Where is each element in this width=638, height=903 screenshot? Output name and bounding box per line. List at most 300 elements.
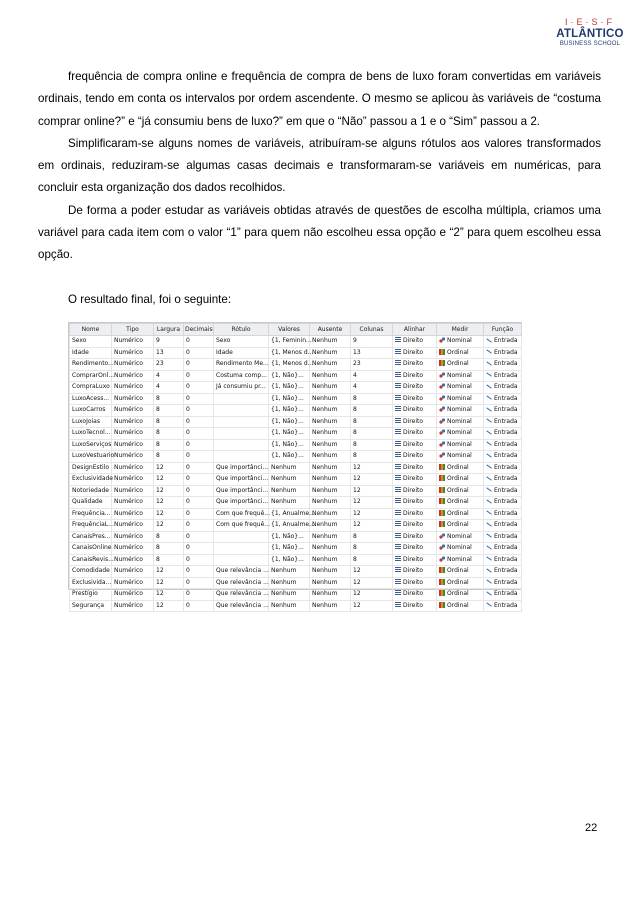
table-cell-decimais: 0	[184, 359, 214, 371]
table-cell-valores: {1, Não}...	[269, 382, 310, 394]
table-cell-colunas: 8	[351, 428, 393, 440]
nominal-measure-icon	[439, 452, 445, 458]
table-cell-decimais: 0	[184, 439, 214, 451]
table-cell-alinhar	[393, 370, 437, 382]
table-cell-colunas: 8	[351, 543, 393, 555]
table-cell-text: Ordinal	[447, 567, 469, 575]
table-cell-medir	[437, 520, 484, 532]
table-cell-nome: Rendimento...	[70, 359, 112, 371]
table-cell-ausente: Nenhum	[310, 462, 351, 474]
table-cell-alinhar	[393, 485, 437, 497]
table-cell-largura: 12	[154, 485, 184, 497]
table-cell-rotulo	[214, 543, 269, 555]
table-cell-text: Entrada	[494, 601, 518, 609]
table-cell-text: Direito	[403, 337, 424, 345]
ordinal-measure-icon	[439, 602, 445, 608]
table-cell-medir	[437, 347, 484, 359]
table-cell-largura: 8	[154, 439, 184, 451]
table-cell-nome: CanaisOnline	[70, 543, 112, 555]
table-cell-nome: DesignEstilo	[70, 462, 112, 474]
table-cell-alinhar	[393, 474, 437, 486]
table-cell-largura: 8	[154, 416, 184, 428]
table-cell-text: Direito	[403, 509, 424, 517]
table-cell-colunas: 9	[351, 336, 393, 348]
table-cell-decimais: 0	[184, 474, 214, 486]
align-right-icon	[395, 383, 401, 389]
table-cell-medir	[437, 382, 484, 394]
table-cell-largura: 8	[154, 531, 184, 543]
table-cell-ausente: Nenhum	[310, 474, 351, 486]
table-cell-medir	[437, 600, 484, 612]
table-cell-text: Ordinal	[447, 509, 469, 517]
table-cell-text: Entrada	[494, 498, 518, 506]
ordinal-measure-icon	[439, 567, 445, 573]
table-cell-text: Nominal	[447, 383, 472, 391]
align-right-icon	[395, 372, 401, 378]
table-cell-alinhar	[393, 508, 437, 520]
table-row	[70, 566, 522, 578]
table-cell-valores: {1, Não}...	[269, 370, 310, 382]
table-cell-nome: LuxoTecnol...	[70, 428, 112, 440]
table-cell-text: Direito	[403, 578, 424, 586]
table-cell-nome: Notoriedade	[70, 485, 112, 497]
column-header-nome: Nome	[70, 324, 112, 336]
table-cell-text: Ordinal	[447, 475, 469, 483]
input-role-icon	[486, 418, 492, 424]
table-cell-rotulo	[214, 416, 269, 428]
input-role-icon	[486, 337, 492, 343]
table-row	[70, 474, 522, 486]
table-cell-colunas: 8	[351, 531, 393, 543]
table-cell-medir	[437, 416, 484, 428]
table-cell-text: Entrada	[494, 555, 518, 563]
table-cell-tipo: Numérico	[112, 497, 154, 509]
input-role-icon	[486, 487, 492, 493]
table-cell-nome: Sexo	[70, 336, 112, 348]
table-cell-text: Direito	[403, 521, 424, 529]
table-cell-colunas: 4	[351, 370, 393, 382]
ordinal-measure-icon	[439, 360, 445, 366]
table-cell-ausente: Nenhum	[310, 520, 351, 532]
align-right-icon	[395, 429, 401, 435]
table-cell-ausente: Nenhum	[310, 508, 351, 520]
table-cell-rotulo: Que relevância ...	[214, 589, 269, 601]
table-cell-rotulo: Já consumiu pr...	[214, 382, 269, 394]
table-cell-largura: 12	[154, 508, 184, 520]
nominal-measure-icon	[439, 418, 445, 424]
table-cell-medir	[437, 554, 484, 566]
table-cell-colunas: 12	[351, 577, 393, 589]
table-cell-valores: {1, Não}...	[269, 405, 310, 417]
input-role-icon	[486, 475, 492, 481]
nominal-measure-icon	[439, 429, 445, 435]
table-cell-largura: 8	[154, 451, 184, 463]
table-cell-text: Entrada	[494, 486, 518, 494]
table-cell-largura: 12	[154, 566, 184, 578]
paragraph-simplification: Simplificaram-se alguns nomes de variáveis, atribuíram-se alguns rótulos aos valores transformados em ordinais, reduziram-se algumas casas decimais e transformaram-se variáveis em numéricas, para concluir esta organização dos dados recolhidos.	[38, 136, 601, 195]
table-cell-decimais: 0	[184, 393, 214, 405]
table-cell-text: Direito	[403, 417, 424, 425]
table-cell-nome: LuxoCarros	[70, 405, 112, 417]
logo-main-text: ATLÂNTICO	[556, 28, 624, 40]
table-cell-ausente: Nenhum	[310, 359, 351, 371]
table-cell-alinhar	[393, 497, 437, 509]
table-cell-text: Direito	[403, 567, 424, 575]
table-cell-tipo: Numérico	[112, 451, 154, 463]
table-cell-tipo: Numérico	[112, 428, 154, 440]
table-cell-ausente: Nenhum	[310, 451, 351, 463]
table-cell-medir	[437, 508, 484, 520]
table-row	[70, 589, 522, 601]
variable-view-screenshot	[68, 322, 522, 609]
table-cell-largura: 23	[154, 359, 184, 371]
table-cell-nome: Prestígio	[70, 589, 112, 601]
table-cell-funcao	[484, 439, 522, 451]
variable-view-table	[69, 323, 522, 612]
table-cell-ausente: Nenhum	[310, 382, 351, 394]
table-cell-largura: 12	[154, 577, 184, 589]
table-cell-nome: Exclusividade	[70, 474, 112, 486]
table-cell-text: Direito	[403, 360, 424, 368]
table-cell-colunas: 12	[351, 566, 393, 578]
table-cell-ausente: Nenhum	[310, 336, 351, 348]
align-right-icon	[395, 441, 401, 447]
table-cell-rotulo: Idade	[214, 347, 269, 359]
table-cell-text: Direito	[403, 532, 424, 540]
table-cell-medir	[437, 577, 484, 589]
align-right-icon	[395, 521, 401, 527]
table-cell-funcao	[484, 554, 522, 566]
table-cell-ausente: Nenhum	[310, 600, 351, 612]
table-cell-funcao	[484, 347, 522, 359]
table-cell-text: Direito	[403, 590, 424, 598]
table-cell-rotulo: Que importânci...	[214, 497, 269, 509]
table-cell-text: Direito	[403, 544, 424, 552]
table-cell-tipo: Numérico	[112, 393, 154, 405]
table-cell-text: Entrada	[494, 463, 518, 471]
nominal-measure-icon	[439, 337, 445, 343]
table-row	[70, 497, 522, 509]
table-cell-colunas: 8	[351, 554, 393, 566]
column-header-tipo: Tipo	[112, 324, 154, 336]
table-cell-funcao	[484, 462, 522, 474]
table-cell-text: Nominal	[447, 440, 472, 448]
input-role-icon	[486, 372, 492, 378]
table-cell-colunas: 8	[351, 393, 393, 405]
table-cell-rotulo	[214, 531, 269, 543]
table-cell-text: Entrada	[494, 394, 518, 402]
table-cell-medir	[437, 474, 484, 486]
table-cell-tipo: Numérico	[112, 577, 154, 589]
table-cell-text: Direito	[403, 452, 424, 460]
table-cell-tipo: Numérico	[112, 359, 154, 371]
table-cell-funcao	[484, 393, 522, 405]
table-cell-text: Entrada	[494, 475, 518, 483]
table-cell-valores: {1, Não}...	[269, 439, 310, 451]
table-cell-nome: Segurança	[70, 600, 112, 612]
nominal-measure-icon	[439, 395, 445, 401]
table-cell-text: Nominal	[447, 429, 472, 437]
table-cell-tipo: Numérico	[112, 543, 154, 555]
table-cell-valores: {1, Menos d...	[269, 359, 310, 371]
table-cell-rotulo	[214, 405, 269, 417]
nominal-measure-icon	[439, 406, 445, 412]
table-header-row	[70, 324, 522, 336]
align-right-icon	[395, 395, 401, 401]
table-cell-rotulo: Rendimento Me...	[214, 359, 269, 371]
logo-top-text: I·E·S·F	[565, 17, 615, 27]
table-cell-colunas: 12	[351, 508, 393, 520]
table-cell-ausente: Nenhum	[310, 370, 351, 382]
align-right-icon	[395, 487, 401, 493]
table-cell-rotulo: Que relevância ...	[214, 566, 269, 578]
align-right-icon	[395, 406, 401, 412]
table-cell-colunas: 13	[351, 347, 393, 359]
table-cell-rotulo: Que importânci...	[214, 474, 269, 486]
table-cell-largura: 9	[154, 336, 184, 348]
table-cell-funcao	[484, 359, 522, 371]
table-cell-colunas: 8	[351, 451, 393, 463]
table-cell-ausente: Nenhum	[310, 485, 351, 497]
table-cell-valores: {1, Não}...	[269, 554, 310, 566]
table-cell-largura: 12	[154, 600, 184, 612]
table-cell-colunas: 12	[351, 600, 393, 612]
table-cell-text: Direito	[403, 383, 424, 391]
table-cell-colunas: 23	[351, 359, 393, 371]
table-cell-largura: 8	[154, 405, 184, 417]
table-cell-tipo: Numérico	[112, 416, 154, 428]
table-cell-funcao	[484, 520, 522, 532]
column-header-largura: Largura	[154, 324, 184, 336]
table-cell-valores: {1, Não}...	[269, 428, 310, 440]
table-cell-text: Entrada	[494, 590, 518, 598]
table-cell-funcao	[484, 405, 522, 417]
table-cell-tipo: Numérico	[112, 347, 154, 359]
table-cell-valores: Nenhum	[269, 566, 310, 578]
table-cell-colunas: 12	[351, 520, 393, 532]
table-cell-nome: ComprarOnl...	[70, 370, 112, 382]
table-cell-funcao	[484, 336, 522, 348]
table-row	[70, 382, 522, 394]
table-cell-medir	[437, 370, 484, 382]
table-cell-ausente: Nenhum	[310, 577, 351, 589]
table-row	[70, 439, 522, 451]
table-cell-medir	[437, 462, 484, 474]
table-cell-text: Entrada	[494, 578, 518, 586]
table-row	[70, 336, 522, 348]
table-cell-nome: CanaisPres...	[70, 531, 112, 543]
table-cell-funcao	[484, 589, 522, 601]
table-cell-decimais: 0	[184, 370, 214, 382]
table-cell-rotulo	[214, 439, 269, 451]
column-header-decimais: Decimais	[184, 324, 214, 336]
table-cell-valores: Nenhum	[269, 474, 310, 486]
table-cell-funcao	[484, 416, 522, 428]
table-cell-text: Ordinal	[447, 498, 469, 506]
table-cell-funcao	[484, 566, 522, 578]
table-cell-rotulo: Que relevância ...	[214, 600, 269, 612]
table-cell-largura: 12	[154, 497, 184, 509]
table-cell-nome: Idade	[70, 347, 112, 359]
table-row	[70, 405, 522, 417]
nominal-measure-icon	[439, 556, 445, 562]
table-cell-valores: Nenhum	[269, 497, 310, 509]
align-right-icon	[395, 544, 401, 550]
table-row	[70, 531, 522, 543]
table-cell-ausente: Nenhum	[310, 428, 351, 440]
table-cell-tipo: Numérico	[112, 462, 154, 474]
align-right-icon	[395, 452, 401, 458]
table-cell-text: Entrada	[494, 383, 518, 391]
table-cell-decimais: 0	[184, 336, 214, 348]
ordinal-measure-icon	[439, 579, 445, 585]
table-cell-medir	[437, 405, 484, 417]
table-cell-rotulo	[214, 554, 269, 566]
table-cell-medir	[437, 359, 484, 371]
table-cell-decimais: 0	[184, 508, 214, 520]
table-cell-largura: 8	[154, 428, 184, 440]
table-cell-alinhar	[393, 566, 437, 578]
table-cell-tipo: Numérico	[112, 589, 154, 601]
table-cell-tipo: Numérico	[112, 566, 154, 578]
align-right-icon	[395, 349, 401, 355]
table-row	[70, 428, 522, 440]
ordinal-measure-icon	[439, 487, 445, 493]
table-cell-colunas: 12	[351, 485, 393, 497]
table-cell-text: Entrada	[494, 348, 518, 356]
table-cell-rotulo: Sexo	[214, 336, 269, 348]
input-role-icon	[486, 567, 492, 573]
column-header-alinhar: Alinhar	[393, 324, 437, 336]
table-cell-valores: Nenhum	[269, 589, 310, 601]
input-role-icon	[486, 406, 492, 412]
table-cell-funcao	[484, 428, 522, 440]
table-cell-tipo: Numérico	[112, 382, 154, 394]
table-cell-decimais: 0	[184, 543, 214, 555]
table-cell-text: Nominal	[447, 417, 472, 425]
table-cell-alinhar	[393, 336, 437, 348]
table-cell-text: Entrada	[494, 509, 518, 517]
table-cell-text: Entrada	[494, 544, 518, 552]
table-cell-text: Nominal	[447, 532, 472, 540]
table-cell-valores: {1, Não}...	[269, 543, 310, 555]
table-cell-text: Entrada	[494, 337, 518, 345]
table-cell-valores: {1, Feminin...	[269, 336, 310, 348]
table-cell-text: Direito	[403, 371, 424, 379]
table-cell-text: Ordinal	[447, 578, 469, 586]
paragraph-multiple-choice: De forma a poder estudar as variáveis obtidas através de questões de escolha múltipla, criamos uma variável para cada item com o valor “1” para quem não escolheu essa opção e “2” para quem escolheu essa opção.	[38, 203, 601, 262]
table-cell-text: Direito	[403, 463, 424, 471]
table-cell-tipo: Numérico	[112, 370, 154, 382]
table-cell-funcao	[484, 508, 522, 520]
table-cell-alinhar	[393, 405, 437, 417]
column-header-valores: Valores	[269, 324, 310, 336]
table-cell-nome: Comodidade	[70, 566, 112, 578]
table-cell-text: Entrada	[494, 452, 518, 460]
table-cell-nome: CanaisRevis...	[70, 554, 112, 566]
table-cell-nome: LuxoAcess...	[70, 393, 112, 405]
table-row	[70, 508, 522, 520]
ordinal-measure-icon	[439, 475, 445, 481]
column-header-colunas: Colunas	[351, 324, 393, 336]
table-cell-largura: 12	[154, 462, 184, 474]
table-cell-text: Direito	[403, 440, 424, 448]
table-cell-funcao	[484, 577, 522, 589]
table-cell-decimais: 0	[184, 520, 214, 532]
table-cell-alinhar	[393, 451, 437, 463]
nominal-measure-icon	[439, 441, 445, 447]
nominal-measure-icon	[439, 383, 445, 389]
table-cell-ausente: Nenhum	[310, 554, 351, 566]
table-cell-text: Entrada	[494, 440, 518, 448]
paragraph-result-intro: O resultado final, foi o seguinte:	[68, 292, 232, 306]
table-cell-valores: {1, Não}...	[269, 393, 310, 405]
table-cell-rotulo: Que importânci...	[214, 485, 269, 497]
align-right-icon	[395, 498, 401, 504]
table-cell-funcao	[484, 382, 522, 394]
table-cell-nome: FrequênciaL...	[70, 520, 112, 532]
table-cell-rotulo: Com que frequê...	[214, 520, 269, 532]
table-cell-alinhar	[393, 554, 437, 566]
table-row	[70, 543, 522, 555]
ordinal-measure-icon	[439, 349, 445, 355]
table-cell-decimais: 0	[184, 577, 214, 589]
nominal-measure-icon	[439, 533, 445, 539]
table-cell-funcao	[484, 543, 522, 555]
table-cell-text: Nominal	[447, 394, 472, 402]
table-cell-medir	[437, 497, 484, 509]
column-header-funcao: Função	[484, 324, 522, 336]
table-cell-largura: 4	[154, 370, 184, 382]
ordinal-measure-icon	[439, 510, 445, 516]
table-cell-nome: LuxoVestuario	[70, 451, 112, 463]
ordinal-measure-icon	[439, 590, 445, 596]
table-cell-alinhar	[393, 393, 437, 405]
table-cell-valores: Nenhum	[269, 485, 310, 497]
table-row	[70, 520, 522, 532]
input-role-icon	[486, 579, 492, 585]
table-row	[70, 451, 522, 463]
align-right-icon	[395, 590, 401, 596]
table-cell-medir	[437, 566, 484, 578]
align-right-icon	[395, 464, 401, 470]
table-cell-decimais: 0	[184, 600, 214, 612]
table-cell-ausente: Nenhum	[310, 347, 351, 359]
table-cell-colunas: 12	[351, 474, 393, 486]
table-cell-largura: 4	[154, 382, 184, 394]
table-cell-funcao	[484, 531, 522, 543]
table-cell-decimais: 0	[184, 485, 214, 497]
table-cell-text: Entrada	[494, 429, 518, 437]
table-cell-text: Nominal	[447, 406, 472, 414]
table-cell-ausente: Nenhum	[310, 393, 351, 405]
table-cell-text: Ordinal	[447, 360, 469, 368]
align-right-icon	[395, 360, 401, 366]
table-cell-decimais: 0	[184, 416, 214, 428]
nominal-measure-icon	[439, 372, 445, 378]
table-cell-medir	[437, 451, 484, 463]
table-cell-valores: {1, Menos d...	[269, 347, 310, 359]
table-cell-largura: 12	[154, 474, 184, 486]
paragraph-spacer	[38, 267, 601, 289]
table-cell-alinhar	[393, 543, 437, 555]
table-row	[70, 485, 522, 497]
table-cell-ausente: Nenhum	[310, 439, 351, 451]
table-body	[70, 336, 522, 612]
table-cell-colunas: 12	[351, 589, 393, 601]
table-cell-text: Direito	[403, 498, 424, 506]
input-role-icon	[486, 521, 492, 527]
